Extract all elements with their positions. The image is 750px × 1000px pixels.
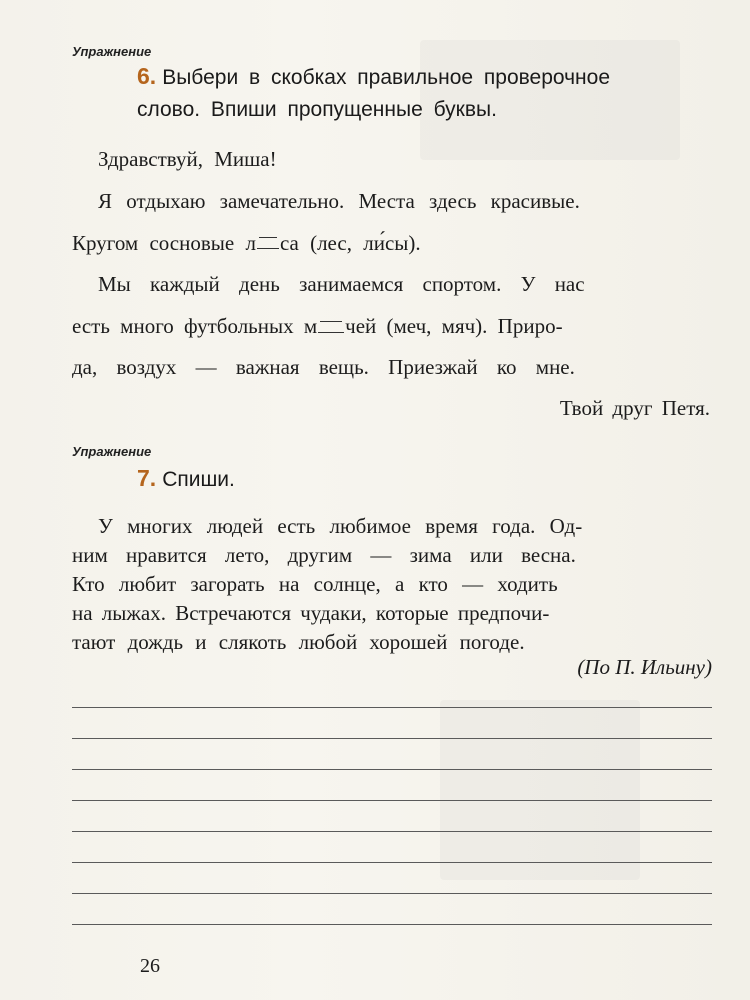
writing-line[interactable] — [72, 893, 712, 894]
letter-line-text: са (лес, ли́сы). — [279, 231, 421, 255]
copy-line-text: Кто любит загорать на солнце, а кто — ходить — [72, 572, 558, 596]
letter-line — [98, 189, 710, 214]
exercise-7-number: 7. — [137, 465, 157, 491]
exercise-6-number: 6. — [137, 63, 157, 89]
writing-line[interactable] — [72, 769, 712, 770]
letter-blank-input[interactable] — [318, 315, 344, 335]
letter-line-text: есть много футбольных м — [72, 314, 318, 338]
writing-line[interactable] — [72, 707, 712, 708]
exercise-6-instruction — [137, 60, 717, 126]
letter-line-blank-1 — [72, 231, 684, 256]
letter-signature — [98, 396, 710, 421]
copy-line — [72, 570, 712, 599]
letter-line-text: Кругом сосновые л — [72, 231, 256, 255]
instruction-text: Спиши. — [162, 468, 235, 491]
copy-line-text: У многих людей есть любимое время года. Од- — [98, 514, 583, 538]
copy-line — [72, 599, 712, 628]
exercise-7-label: Упражнение — [72, 444, 152, 459]
copy-line — [72, 512, 712, 541]
letter-line — [98, 272, 710, 297]
copy-line-text: на лыжах. Встречаются чудаки, которые предпочи- — [72, 601, 550, 625]
writing-line[interactable] — [72, 862, 712, 863]
letter-signature-text: Твой друг Петя. — [559, 396, 710, 420]
copy-line-text: ним нравится лето, другим — зима или весна. — [72, 543, 576, 567]
instruction-text: Выбери в скобках правильное проверочное — [162, 66, 611, 89]
letter-line-text: чей (меч, мяч). Приро- — [345, 314, 563, 338]
letter-line-text: Мы каждый день занимаемся спортом. У нас — [98, 272, 585, 296]
letter-blank-input[interactable] — [257, 231, 279, 251]
letter-line-text: да, воздух — важная вещь. Приезжай ко мне. — [72, 355, 575, 379]
bleed-through-shadow — [440, 700, 640, 880]
exercise-6-label: Упражнение — [72, 44, 152, 59]
letter-line-blank-2 — [72, 314, 712, 339]
copy-line — [72, 628, 712, 657]
writing-line[interactable] — [72, 924, 712, 925]
page-number: 26 — [140, 955, 160, 977]
letter-greeting: Здравствуй, Миша! — [98, 147, 277, 171]
writing-line[interactable] — [72, 738, 712, 739]
instruction-line-2: слово. Впиши пропущенные буквы. — [137, 98, 497, 121]
letter-line — [72, 355, 712, 380]
letter-line-text-wrap — [72, 314, 563, 339]
letter-line-text: Я отдыхаю замечательно. Места здесь красивые. — [98, 189, 580, 213]
copy-line — [72, 541, 712, 570]
writing-line[interactable] — [72, 800, 712, 801]
instruction-line-1 — [137, 60, 717, 94]
copy-paragraph — [72, 512, 712, 657]
exercise-7-instruction — [137, 462, 717, 496]
writing-line[interactable] — [72, 831, 712, 832]
author-attribution: (По П. Ильину) — [577, 655, 712, 679]
copy-line-text: тают дождь и слякоть любой хорошей погоде. — [72, 630, 525, 654]
